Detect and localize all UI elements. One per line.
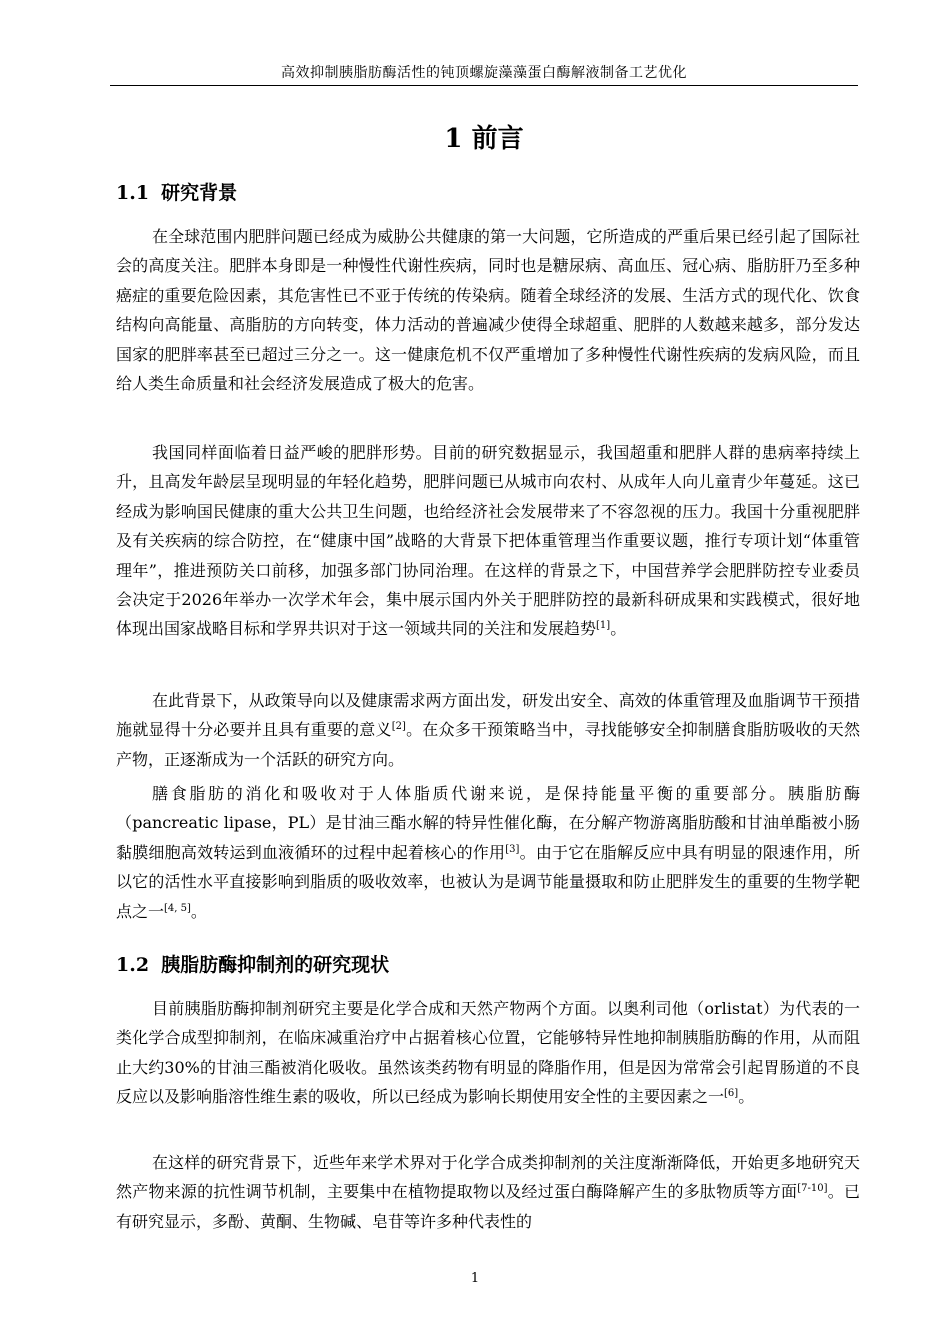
paragraph-end: 。: [190, 901, 207, 921]
citation: [2]: [391, 721, 406, 733]
paragraph-text: 。由于它在脂解反应中具有明显的限速作用，所以它的活性水平直接影响到脂质的吸收效率，也被认为是调节能量摄取和防止肥胖发生的重要的生物学靶点之一: [116, 842, 860, 921]
chapter-title: 1 前言: [444, 124, 524, 154]
paragraph-text: 在全球范围内肥胖问题已经成为威胁公共健康的第一大问题，它所造成的严重后果已经引起了国际社会的高度关注。肥胖本身即是一种慢性代谢性疾病，同时也是糖尿病、高血压、冠心病、脂肪肝乃至多种癌症的重要危险因素，其危害性已不亚于传统的传染病。随着全球经济的发展、生活方式的现代化、饮食结构向高能量、高脂肪的方向转变，体力活动的普遍减少使得全球超重、肥胖的人数越来越多，部分发达国家的肥胖率甚至已超过三分之一。这一健康危机不仅严重增加了多种慢性代谢性疾病的发病风险，而且给人类生命质量和社会经济发展造成了极大的危害。: [116, 227, 860, 394]
paragraph-text: 在此背景下，从政策导向以及健康需求两方面出发，研发出安全、高效的体重管理及血脂调节干预措施就显得十分必要并且具有重要的意义: [116, 691, 860, 740]
citation: [1]: [596, 620, 611, 632]
paragraph-4: [116, 779, 860, 926]
paragraph-end: 。: [610, 619, 627, 639]
paragraph-text: 我国同样面临着日益严峻的肥胖形势。目前的研究数据显示，我国超重和肥胖人群的患病率持续上升，且高发年龄层呈现明显的年轻化趋势，肥胖问题已从城市向农村、从成年人向儿童青少年蔓延。这已经成为影响国民健康的重大公共卫生问题，也给经济社会发展带来了不容忽视的压力。我国十分重视肥胖及有关疾病的综合防控，在“健康中国”战略的大背景下把体重管理当作重要议题，推行专项计划“体重管理年”，推进预防关口前移，加强多部门协同治理。在这样的背景之下，中国营养学会肥胖防控专业委员会决定于2026年举办一次学术年会，集中展示国内外关于肥胖防控的最新科研成果和实践模式，很好地体现出国家战略目标和学界共识对于这一领域共同的关注和发展趋势: [116, 443, 860, 639]
running-header: 高效抑制胰脂肪酶活性的钝顶螺旋藻藻蛋白酶解液制备工艺优化: [281, 65, 687, 81]
page-number: 1: [470, 1271, 480, 1286]
citation: [4, 5]: [164, 902, 191, 914]
header-rule: [110, 85, 858, 86]
section-heading-1-1: [116, 178, 237, 205]
section-heading-1-2: [116, 950, 389, 977]
paragraph-end: 。: [738, 1087, 755, 1107]
paragraph-2: [116, 438, 860, 644]
citation: [6]: [724, 1088, 739, 1100]
section-title: 胰脂肪酶抑制剂的研究现状: [161, 954, 390, 976]
paragraph-end: 。已有研究显示，多酚、黄酮、生物碱、皂苷等许多种代表性的: [116, 1182, 860, 1231]
citation: [7-10]: [797, 1183, 828, 1195]
section-title: 研究背景: [161, 182, 238, 204]
paragraph-text: 在这样的研究背景下，近些年来学术界对于化学合成类抑制剂的关注度渐渐降低，开始更多地研究天然产物来源的抗性调节机制，主要集中在植物提取物以及经过蛋白酶降解产生的多肽物质等方面: [116, 1153, 860, 1202]
paragraph-5: [116, 994, 860, 1112]
section-number: 1.1: [116, 182, 150, 204]
section-number: 1.2: [116, 954, 150, 976]
paragraph-text: 膳食脂肪的消化和吸收对于人体脂质代谢来说，是保持能量平衡的重要部分。胰脂肪酶（pancreatic lipase，PL）是甘油三酯水解的特异性催化酶，在分解产物游离脂肪酸和甘油单酯被小肠黏膜细胞高效转运到血液循环的过程中起着核心的作用: [116, 784, 860, 862]
citation: [3]: [505, 843, 520, 855]
paragraph-text: 目前胰脂肪酶抑制剂研究主要是化学合成和天然产物两个方面。以奥利司他（orlistat）为代表的一类化学合成型抑制剂，在临床减重治疗中占据着核心位置，它能够特异性地抑制胰脂肪酶的作用，从而阻止大约30%的甘油三酯被消化吸收。虽然该类药物有明显的降脂作用，但是因为常常会引起胃肠道的不良反应以及影响脂溶性维生素的吸收，所以已经成为影响长期使用安全性的主要因素之一: [116, 999, 860, 1107]
paragraph-end: 。在众多干预策略当中，寻找能够安全抑制膳食脂肪吸收的天然产物，正逐渐成为一个活跃的研究方向。: [116, 720, 860, 769]
paragraph-1: [116, 222, 860, 398]
paragraph-6: [116, 1148, 860, 1236]
paragraph-3: [116, 686, 860, 774]
